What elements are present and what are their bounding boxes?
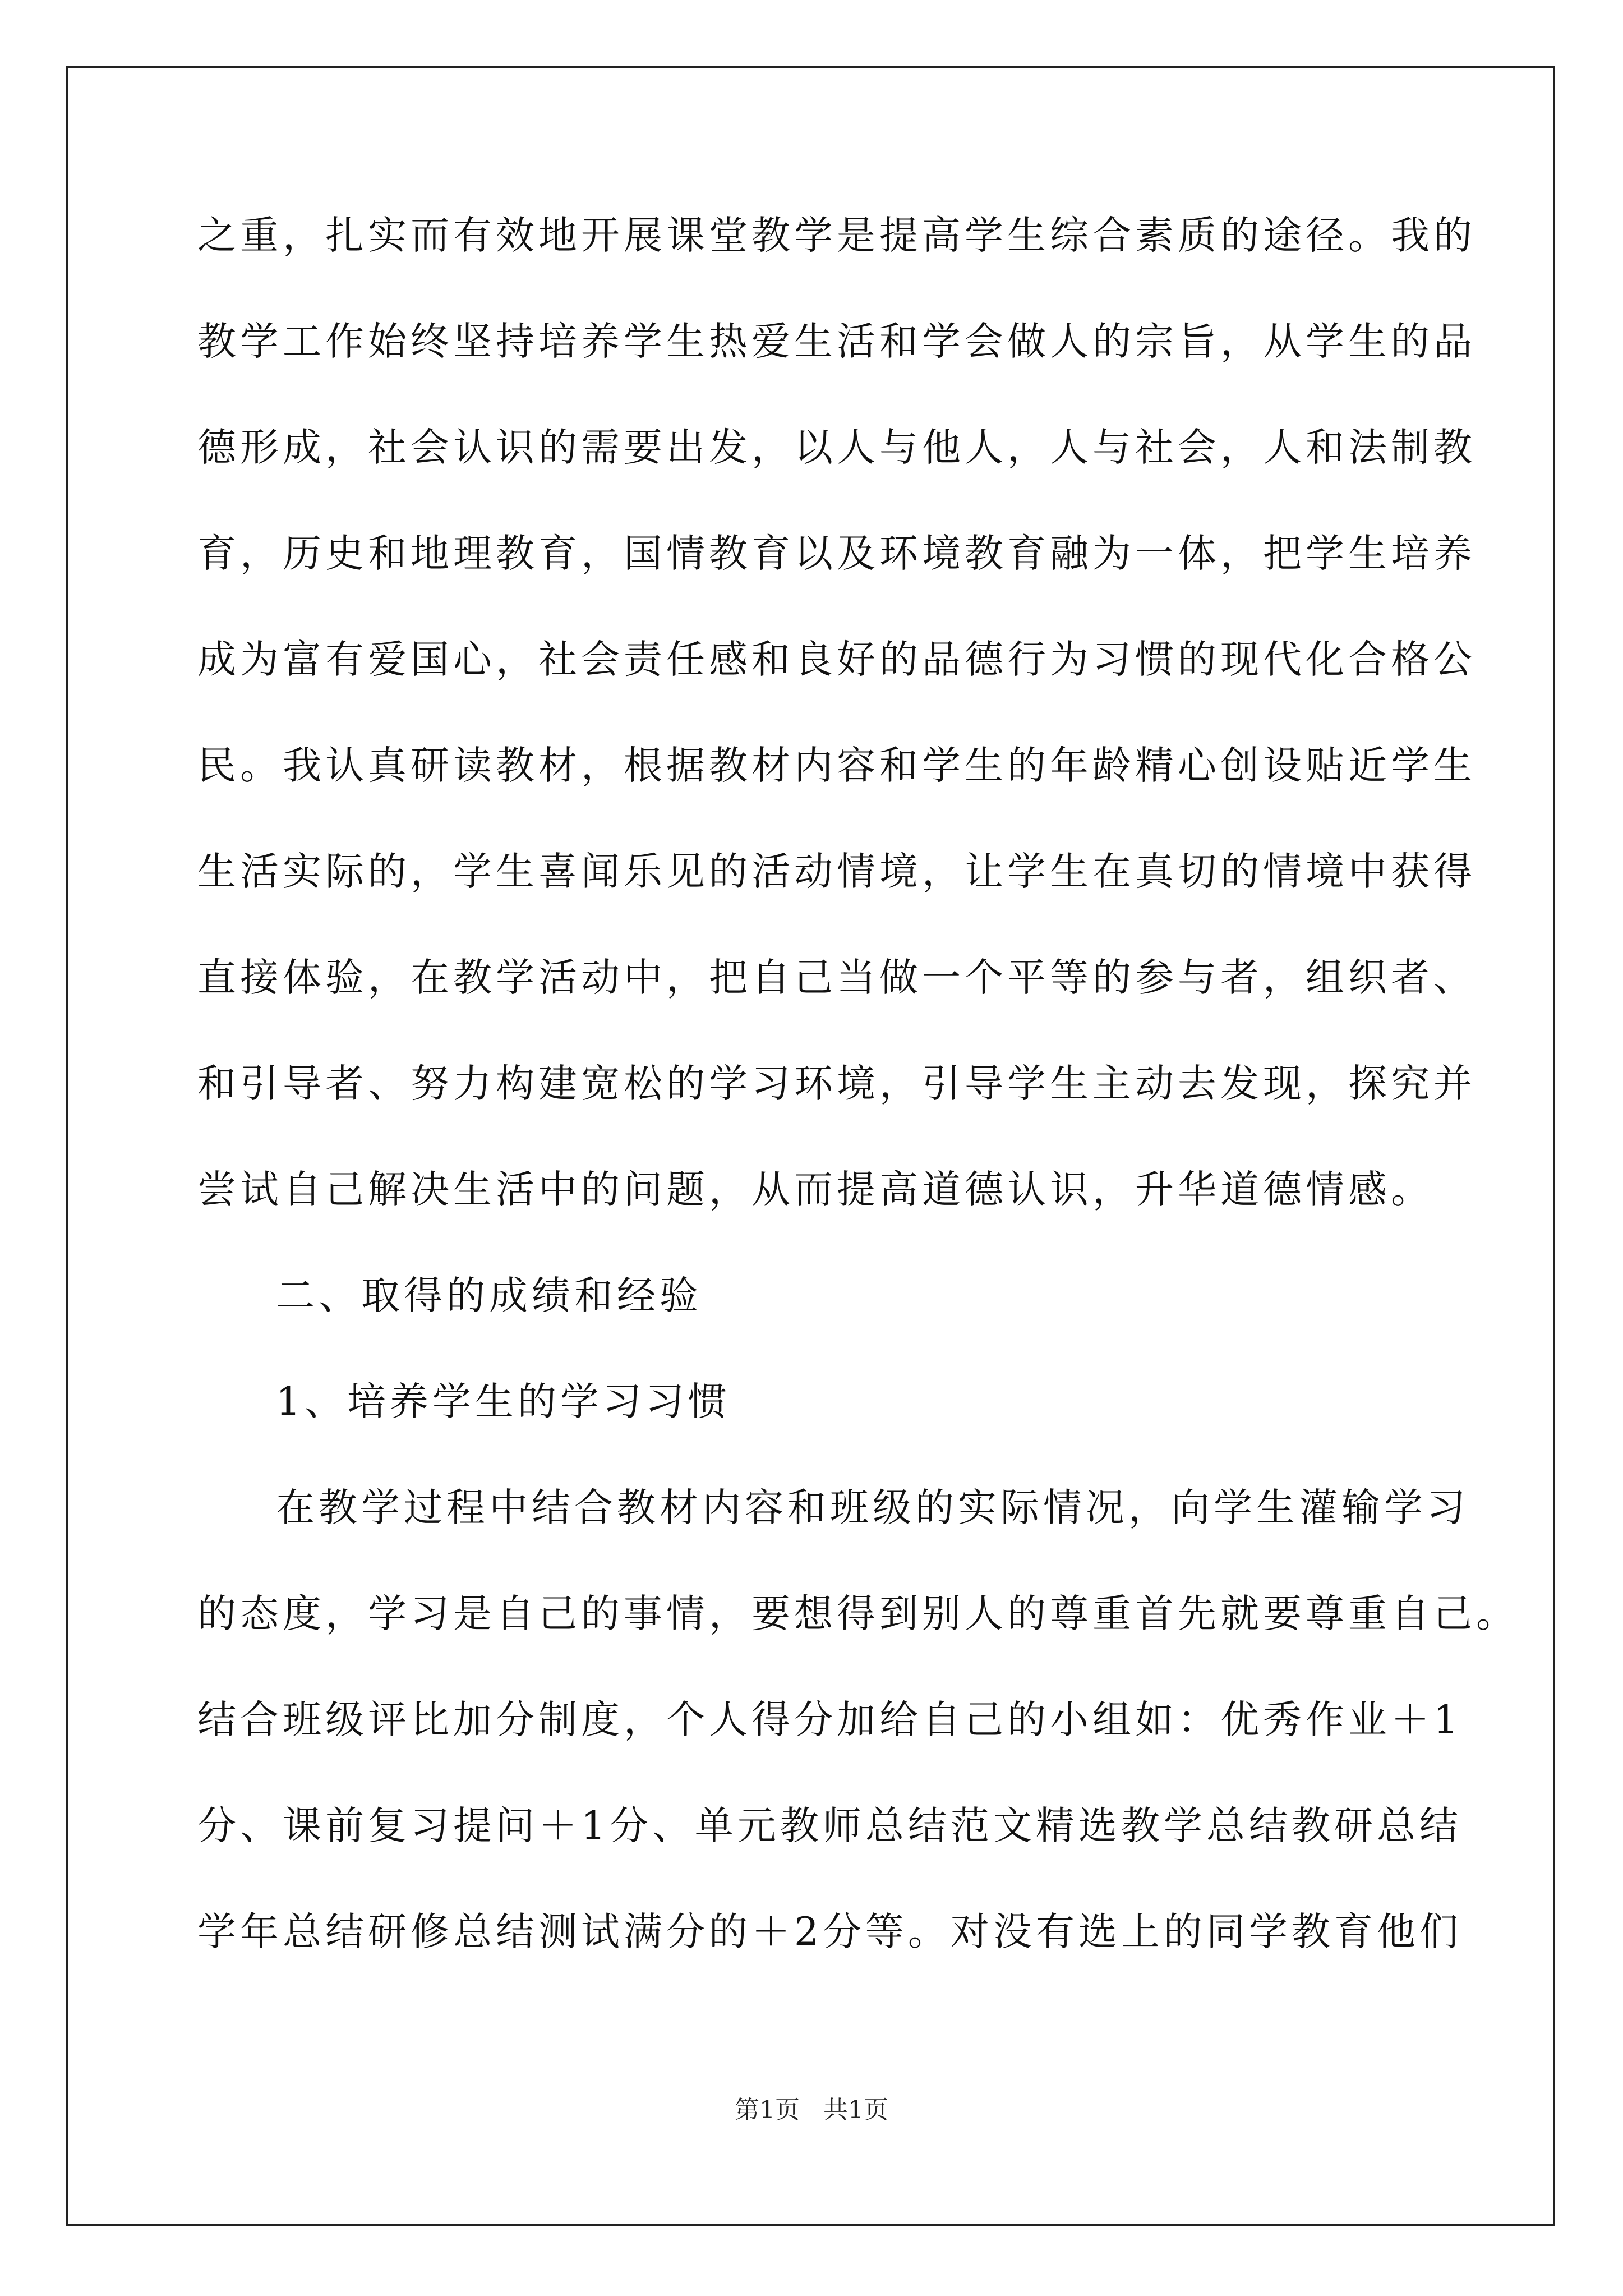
- paragraph-line: 学年总结研修总结测试满分的＋2分等。对没有选上的同学教育他们: [197, 1910, 1462, 1954]
- paragraph-line: 尝试自己解决生活中的问题，从而提高道德认识，升华道德情感。: [197, 1167, 1433, 1212]
- paragraph-line: 民。我认真研读教材，根据教材内容和学生的年龄精心创设贴近学生: [197, 743, 1476, 788]
- document-body: [197, 208, 1519, 2010]
- paragraph-line: 直接体验，在教学活动中，把自己当做一个平等的参与者，组织者、: [197, 955, 1476, 1000]
- section-heading: 二、取得的成绩和经验: [276, 1273, 702, 1318]
- paragraph-line: 育，历史和地理教育，国情教育以及环境教育融为一体，把学生培养: [197, 531, 1476, 576]
- paragraph-line: 分、课前复习提问＋1分、单元教师总结范文精选教学总结教研总结: [197, 1803, 1462, 1848]
- subsection-heading: 1、培养学生的学习习惯: [276, 1379, 731, 1424]
- paragraph-line: 之重，扎实而有效地开展课堂教学是提高学生综合素质的途径。我的: [197, 213, 1476, 258]
- paragraph-line: 教学工作始终坚持培养学生热爱生活和学会做人的宗旨，从学生的品: [197, 319, 1476, 364]
- paragraph-line: 德形成，社会认识的需要出发，以人与他人，人与社会，人和法制教: [197, 425, 1476, 470]
- page-number-footer: 第1页 共1页: [735, 2096, 888, 2124]
- paragraph-line: 的态度，学习是自己的事情，要想得到别人的尊重首先就要尊重自己。: [197, 1591, 1519, 1636]
- paragraph-line: 和引导者、努力构建宽松的学习环境，引导学生主动去发现，探究并: [197, 1061, 1476, 1106]
- paragraph-line: 生活实际的，学生喜闻乐见的活动情境，让学生在真切的情境中获得: [197, 849, 1476, 894]
- paragraph-line: 成为富有爱国心，社会责任感和良好的品德行为习惯的现代化合格公: [197, 637, 1476, 682]
- paragraph-line: 在教学过程中结合教材内容和班级的实际情况，向学生灌输学习: [276, 1485, 1469, 1530]
- paragraph-line: 结合班级评比加分制度，个人得分加给自己的小组如：优秀作业＋1: [197, 1697, 1462, 1742]
